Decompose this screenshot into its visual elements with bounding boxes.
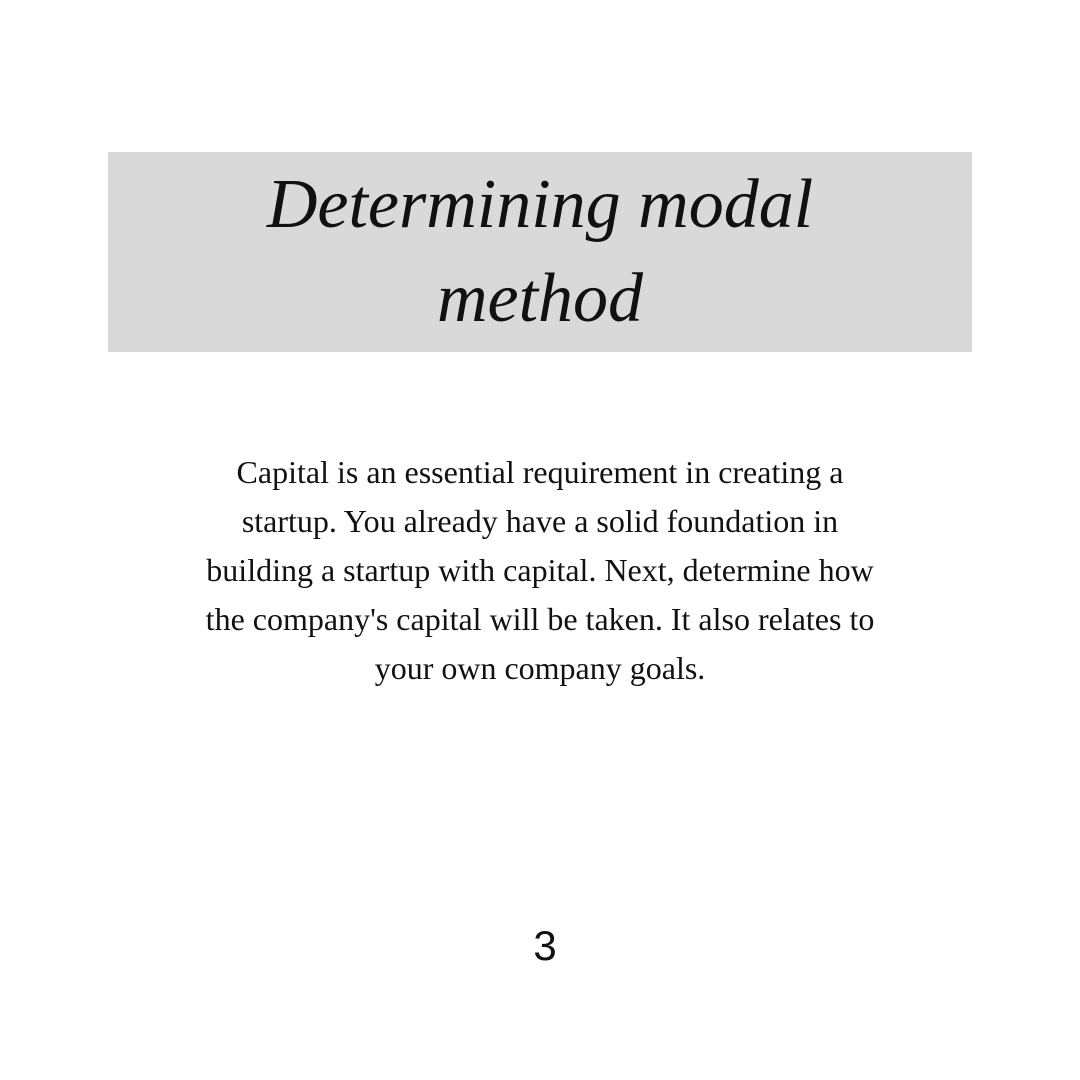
body-paragraph: Capital is an essential requirement in creating a startup. You already have a solid foundation in building a startup with capital. Next, determine how the company's capital will be taken. It also relates to your own company goals. [205,454,875,686]
page-title: Determining modal method [266,166,814,337]
title-band [108,152,972,352]
page-number: 3 [533,922,557,969]
